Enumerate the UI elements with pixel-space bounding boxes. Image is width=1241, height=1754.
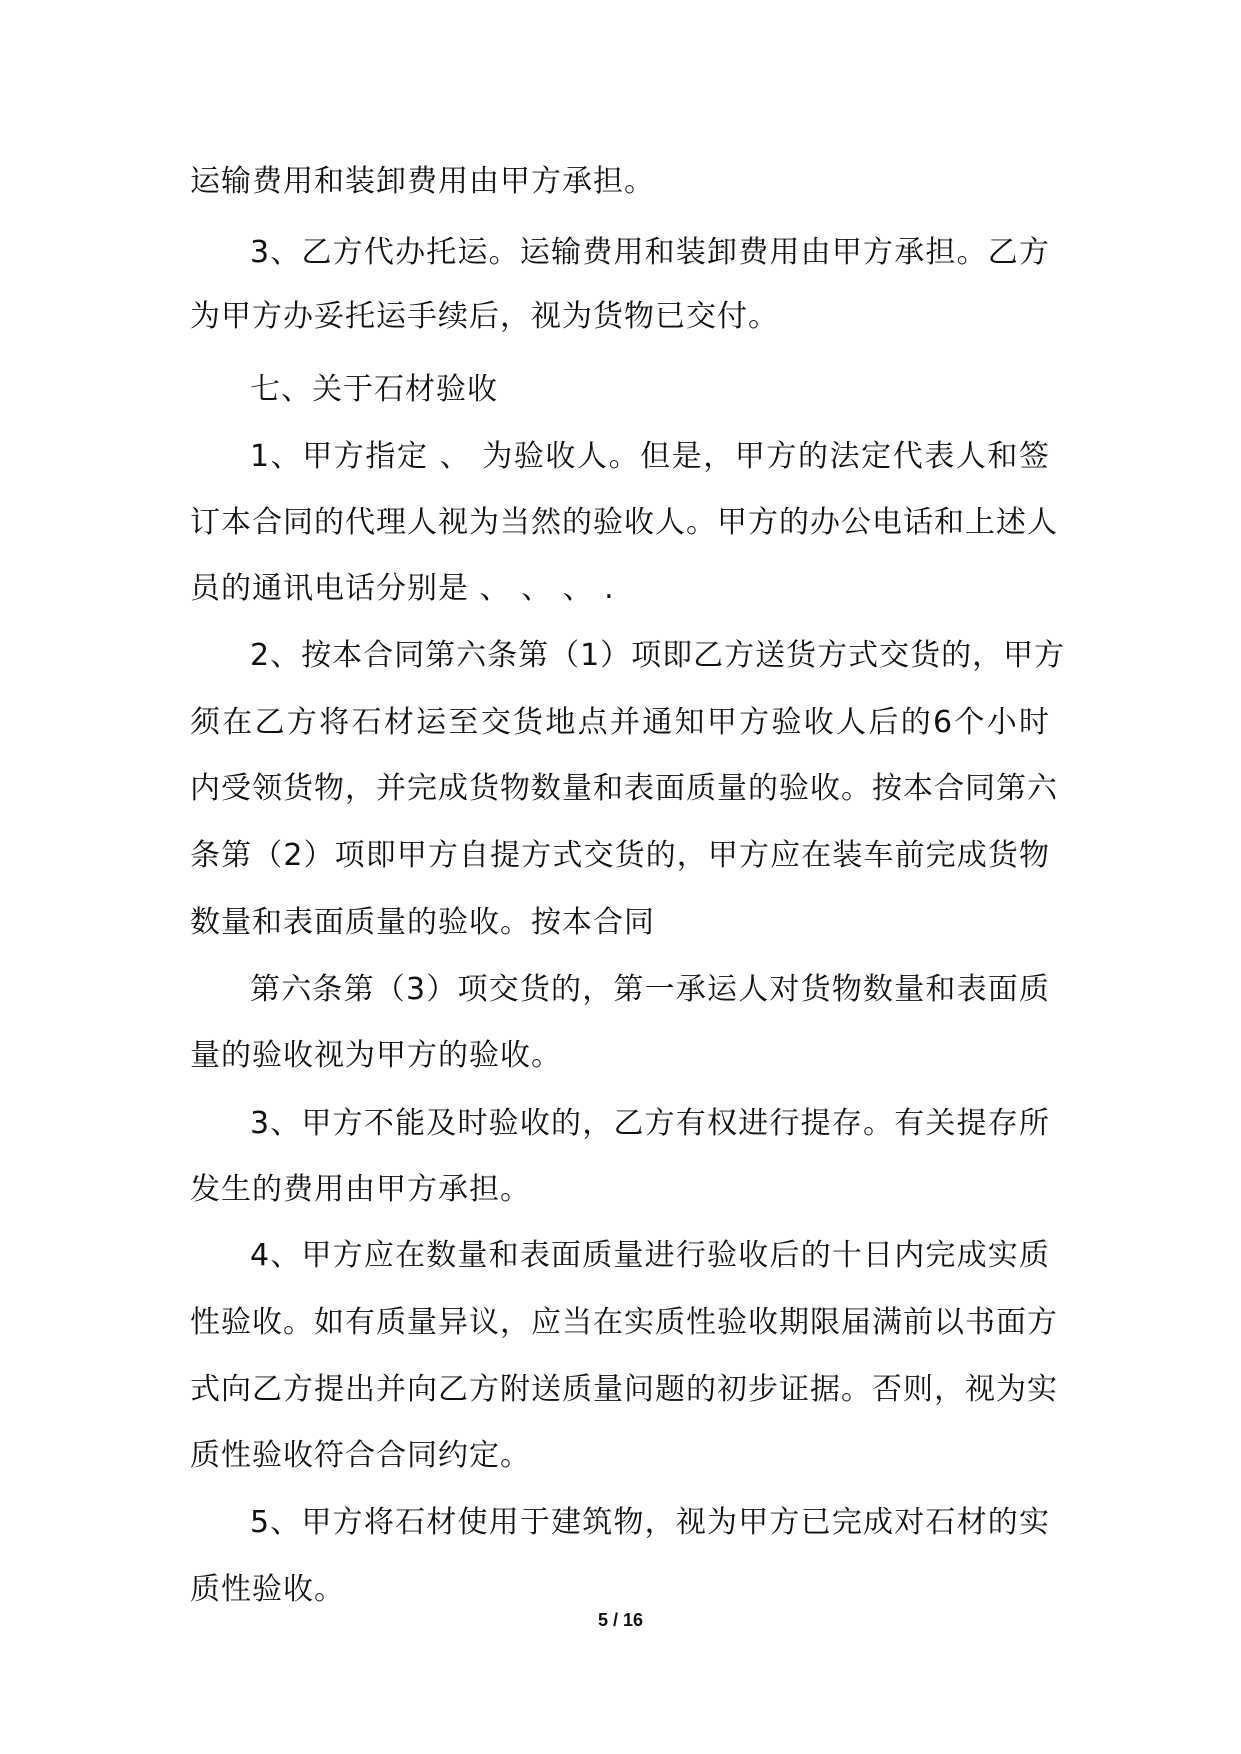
text-line: 5、甲方将石材使用于建筑物，视为甲方已完成对石材的实	[250, 1505, 1050, 1540]
text-line: 4、甲方应在数量和表面质量进行验收后的十日内完成实质	[250, 1238, 1050, 1273]
section-heading: 七、关于石材验收	[250, 372, 498, 407]
text-line: 员的通讯电话分别是 、 、 、 .	[190, 571, 615, 606]
text-line: 质性验收符合合同约定。	[190, 1438, 531, 1473]
text-line: 量的验收视为甲方的验收。	[190, 1038, 562, 1073]
text-line: 性验收。如有质量异议，应当在实质性验收期限届满前以书面方	[190, 1305, 1058, 1340]
text-line: 须在乙方将石材运至交货地点并通知甲方验收人后的6个小时	[190, 705, 1050, 740]
text-line: 1、甲方指定 、 为验收人。但是，甲方的法定代表人和签	[250, 439, 1050, 474]
text-line: 3、甲方不能及时验收的，乙方有权进行提存。有关提存所	[250, 1106, 1050, 1141]
text-line: 数量和表面质量的验收。按本合同	[190, 905, 655, 940]
text-line: 2、按本合同第六条第（1）项即乙方送货方式交货的，甲方	[250, 638, 1066, 673]
text-line: 内受领货物，并完成货物数量和表面质量的验收。按本合同第六	[190, 771, 1058, 806]
text-line: 订本合同的代理人视为当然的验收人。甲方的办公电话和上述人	[190, 505, 1058, 540]
text-line: 3、乙方代办托运。运输费用和装卸费用由甲方承担。乙方	[250, 235, 1050, 270]
text-line: 第六条第（3）项交货的，第一承运人对货物数量和表面质	[250, 972, 1050, 1007]
text-line: 发生的费用由甲方承担。	[190, 1172, 531, 1207]
page-number: 5 / 16	[597, 1610, 644, 1630]
text-line: 为甲方办妥托运手续后，视为货物已交付。	[190, 299, 779, 334]
text-line: 质性验收。	[190, 1572, 345, 1607]
text-line: 条第（2）项即甲方自提方式交货的，甲方应在装车前完成货物	[190, 838, 1050, 873]
text-line: 式向乙方提出并向乙方附送质量问题的初步证据。否则，视为实	[190, 1372, 1058, 1407]
text-line: 运输费用和装卸费用由甲方承担。	[190, 164, 655, 199]
